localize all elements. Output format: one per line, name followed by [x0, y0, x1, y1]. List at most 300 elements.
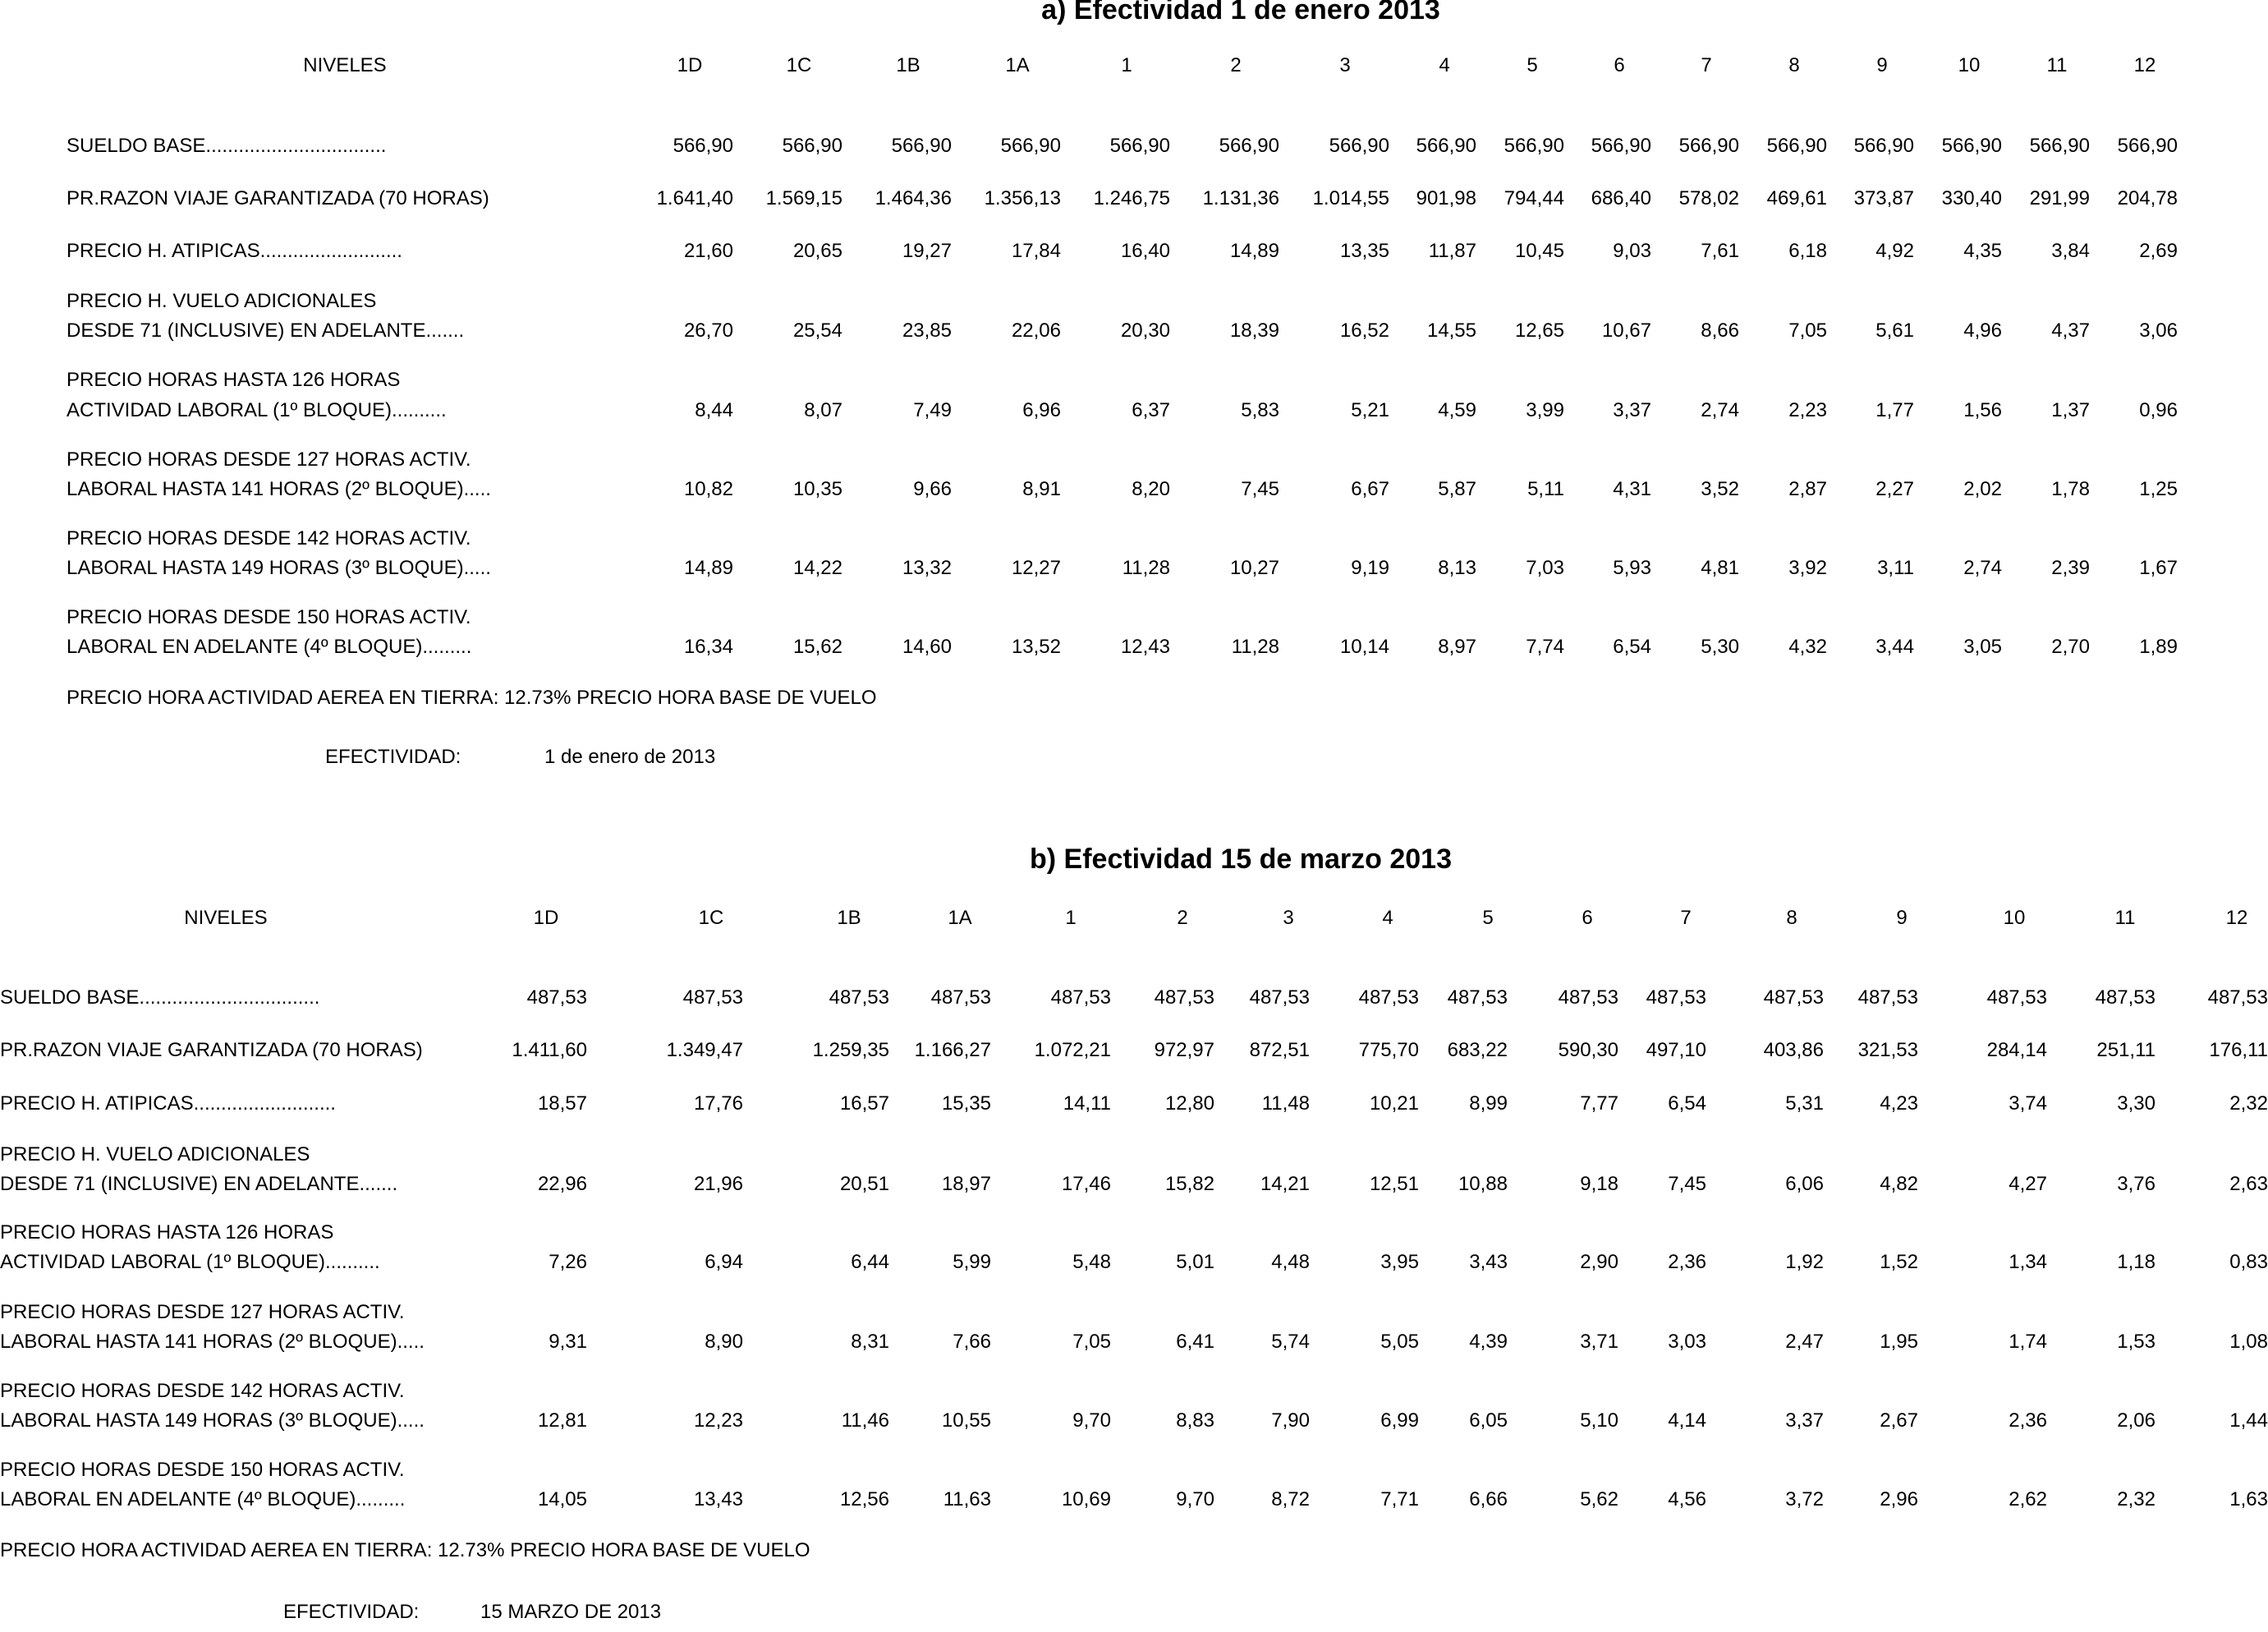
table-cell: 1,67	[2139, 557, 2178, 579]
table-cell: 10,21	[1369, 1092, 1419, 1115]
table-cell: 2,90	[1580, 1251, 1618, 1273]
table-cell: 2,67	[1880, 1409, 1918, 1432]
table-cell: 19,27	[902, 240, 952, 262]
table-cell: 8,72	[1271, 1488, 1310, 1510]
table-cell: 7,45	[1241, 478, 1279, 500]
table-cell: 487,53	[526, 986, 587, 1009]
table-cell: 469,61	[1766, 187, 1827, 209]
table-cell: 6,37	[1132, 399, 1170, 421]
table-cell: 1.464,36	[875, 187, 952, 209]
level-header-12: 12	[2133, 54, 2156, 76]
table-cell: 4,27	[2009, 1173, 2047, 1195]
table-cell: 10,14	[1339, 636, 1389, 658]
table-cell: 6,06	[1785, 1173, 1824, 1195]
table-cell: 4,23	[1880, 1092, 1918, 1115]
table-cell: 2,47	[1785, 1331, 1824, 1353]
table-cell: 4,92	[1875, 240, 1914, 262]
table-cell: 11,63	[943, 1488, 991, 1510]
row-label: PRECIO H. VUELO ADICIONALES	[67, 290, 377, 312]
table-cell: 487,53	[1857, 986, 1918, 1009]
table-cell: 11,28	[1122, 557, 1170, 579]
table-cell: 3,43	[1469, 1251, 1508, 1273]
table-cell: 17,84	[1011, 240, 1061, 262]
table-cell: 8,13	[1438, 557, 1476, 579]
row-label: LABORAL HASTA 141 HORAS (2º BLOQUE).....	[0, 1331, 425, 1353]
table-cell: 3,74	[2009, 1092, 2047, 1115]
table-cell: 566,90	[1678, 135, 1739, 157]
table-cell: 12,65	[1514, 320, 1564, 342]
table-cell: 8,31	[851, 1331, 889, 1353]
table-cell: 330,40	[1941, 187, 2002, 209]
table-cell: 487,53	[930, 986, 991, 1009]
table-cell: 1,53	[2117, 1331, 2156, 1353]
table-cell: 4,35	[1963, 240, 2002, 262]
table-cell: 487,53	[1358, 986, 1419, 1009]
table-cell: 176,11	[2209, 1039, 2268, 1061]
table-cell: 2,63	[2229, 1173, 2268, 1195]
table-cell: 204,78	[2117, 187, 2178, 209]
table-cell: 4,56	[1668, 1488, 1706, 1510]
table-cell: 6,54	[1613, 636, 1651, 658]
table-cell: 12,56	[839, 1488, 889, 1510]
table-cell: 5,93	[1613, 557, 1651, 579]
table-cell: 8,20	[1132, 478, 1170, 500]
table-cell: 18,57	[537, 1092, 587, 1115]
table-cell: 5,83	[1241, 399, 1279, 421]
table-cell: 6,94	[705, 1251, 743, 1273]
table-cell: 8,66	[1701, 320, 1739, 342]
row-label: PRECIO HORAS HASTA 126 HORAS	[67, 369, 401, 391]
table-cell: 3,92	[1788, 557, 1827, 579]
row-label: LABORAL EN ADELANTE (4º BLOQUE).........	[0, 1488, 406, 1510]
table-cell: 566,90	[1000, 135, 1061, 157]
table-cell: 5,31	[1785, 1092, 1824, 1115]
table-cell: 775,70	[1358, 1039, 1419, 1061]
table-cell: 5,48	[1072, 1251, 1111, 1273]
table-cell: 5,21	[1351, 399, 1389, 421]
table-cell: 1,52	[1880, 1251, 1918, 1273]
table-cell: 6,44	[851, 1251, 889, 1273]
level-header-11: 11	[2114, 907, 2136, 929]
table-cell: 7,61	[1701, 240, 1739, 262]
table-cell: 18,39	[1229, 320, 1279, 342]
table-cell: 3,06	[2139, 320, 2178, 342]
table-cell: 5,87	[1438, 478, 1476, 500]
table-cell: 566,90	[891, 135, 952, 157]
row-label: DESDE 71 (INCLUSIVE) EN ADELANTE.......	[0, 1173, 398, 1195]
table-cell: 2,62	[2009, 1488, 2047, 1510]
table-cell: 11,28	[1231, 636, 1279, 658]
table-cell: 872,51	[1249, 1039, 1310, 1061]
table-cell: 7,26	[549, 1251, 587, 1273]
level-header-3: 3	[1283, 907, 1294, 929]
table-cell: 6,18	[1788, 240, 1827, 262]
table-cell: 12,81	[537, 1409, 587, 1432]
table-cell: 487,53	[2095, 986, 2156, 1009]
table-cell: 566,90	[1504, 135, 1564, 157]
level-header-9: 9	[1896, 907, 1908, 929]
level-header-6: 6	[1582, 907, 1593, 929]
table-cell: 7,71	[1380, 1488, 1419, 1510]
table-cell: 12,51	[1369, 1173, 1419, 1195]
table-cell: 3,05	[1963, 636, 2002, 658]
table-cell: 7,45	[1668, 1173, 1706, 1195]
table-cell: 2,02	[1963, 478, 2002, 500]
table-cell: 3,03	[1668, 1331, 1706, 1353]
table-cell: 10,82	[683, 478, 733, 500]
row-label: PRECIO HORAS DESDE 142 HORAS ACTIV.	[0, 1380, 405, 1402]
table-cell: 6,96	[1022, 399, 1061, 421]
table-cell: 1.014,55	[1312, 187, 1389, 209]
table-cell: 2,74	[1701, 399, 1739, 421]
table-cell: 1.411,60	[512, 1039, 587, 1061]
table-cell: 1.569,15	[765, 187, 842, 209]
table-cell: 3,37	[1785, 1409, 1824, 1432]
table-cell: 4,31	[1613, 478, 1651, 500]
table-cell: 2,74	[1963, 557, 2002, 579]
table-cell: 13,43	[693, 1488, 743, 1510]
table-cell: 4,81	[1701, 557, 1739, 579]
table-cell: 11,46	[841, 1409, 889, 1432]
niveles-header: NIVELES	[303, 54, 387, 76]
table-cell: 1,63	[2229, 1488, 2268, 1510]
table-cell: 487,53	[682, 986, 743, 1009]
table-cell: 10,35	[792, 478, 842, 500]
table-cell: 4,82	[1880, 1173, 1918, 1195]
table-cell: 4,48	[1271, 1251, 1310, 1273]
table-cell: 2,70	[2051, 636, 2090, 658]
table-cell: 291,99	[2029, 187, 2090, 209]
table-cell: 8,97	[1438, 636, 1476, 658]
table-cell: 3,44	[1875, 636, 1914, 658]
table-cell: 901,98	[1416, 187, 1476, 209]
table-cell: 10,45	[1514, 240, 1564, 262]
level-header-12: 12	[2225, 907, 2248, 929]
table-cell: 7,03	[1526, 557, 1564, 579]
level-header-5: 5	[1482, 907, 1494, 929]
table-cell: 251,11	[2096, 1039, 2156, 1061]
level-header-4: 4	[1382, 907, 1393, 929]
efectividad-label: EFECTIVIDAD:	[325, 746, 461, 768]
table-cell: 2,06	[2117, 1409, 2156, 1432]
table-cell: 14,89	[1229, 240, 1279, 262]
table-cell: 14,60	[902, 636, 952, 658]
table-cell: 3,84	[2051, 240, 2090, 262]
table-cell: 487,53	[1558, 986, 1618, 1009]
level-header-7: 7	[1680, 907, 1692, 929]
level-header-7: 7	[1701, 54, 1712, 76]
table-cell: 497,10	[1646, 1039, 1706, 1061]
section-b-title: b) Efectividad 15 de marzo 2013	[1030, 844, 1452, 875]
table-cell: 5,62	[1580, 1488, 1618, 1510]
table-cell: 8,07	[804, 399, 842, 421]
table-cell: 1,18	[2117, 1251, 2156, 1273]
table-cell: 1,25	[2139, 478, 2178, 500]
table-cell: 403,86	[1763, 1039, 1824, 1061]
table-cell: 5,11	[1527, 478, 1564, 500]
table-cell: 6,05	[1469, 1409, 1508, 1432]
table-cell: 6,67	[1351, 478, 1389, 500]
table-cell: 9,18	[1580, 1173, 1618, 1195]
table-cell: 794,44	[1504, 187, 1564, 209]
table-cell: 16,34	[683, 636, 733, 658]
table-cell: 566,90	[1329, 135, 1389, 157]
level-header-10: 10	[2003, 907, 2026, 929]
table-cell: 14,22	[792, 557, 842, 579]
level-header-1C: 1C	[698, 907, 724, 929]
table-cell: 321,53	[1857, 1039, 1918, 1061]
level-header-5: 5	[1527, 54, 1538, 76]
table-cell: 1,77	[1875, 399, 1914, 421]
table-cell: 2,87	[1788, 478, 1827, 500]
table-cell: 1,56	[1963, 399, 2002, 421]
row-label: SUELDO BASE.................................	[67, 135, 387, 157]
table-cell: 9,70	[1072, 1409, 1111, 1432]
table-cell: 2,23	[1788, 399, 1827, 421]
table-cell: 686,40	[1591, 187, 1651, 209]
table-cell: 13,32	[902, 557, 952, 579]
table-cell: 6,41	[1176, 1331, 1214, 1353]
table-cell: 1.246,75	[1093, 187, 1170, 209]
table-cell: 487,53	[1986, 986, 2047, 1009]
table-cell: 1.641,40	[656, 187, 733, 209]
niveles-header: NIVELES	[184, 907, 268, 929]
table-cell: 1.131,36	[1202, 187, 1279, 209]
table-cell: 1,92	[1785, 1251, 1824, 1273]
level-header-8: 8	[1788, 54, 1800, 76]
row-label: PR.RAZON VIAJE GARANTIZADA (70 HORAS)	[67, 187, 489, 209]
row-label: ACTIVIDAD LABORAL (1º BLOQUE)..........	[0, 1251, 380, 1273]
table-cell: 18,97	[941, 1173, 991, 1195]
level-header-1A: 1A	[948, 907, 972, 929]
table-cell: 11,87	[1428, 240, 1476, 262]
table-cell: 1,37	[2051, 399, 2090, 421]
row-label: PRECIO HORAS DESDE 142 HORAS ACTIV.	[67, 527, 471, 549]
table-cell: 20,65	[792, 240, 842, 262]
table-cell: 7,66	[953, 1331, 991, 1353]
table-cell: 1,34	[2009, 1251, 2047, 1273]
level-header-1C: 1C	[786, 54, 812, 76]
row-label: PRECIO HORAS HASTA 126 HORAS	[0, 1221, 334, 1244]
efectividad-label: EFECTIVIDAD:	[283, 1601, 420, 1623]
table-cell: 4,14	[1668, 1409, 1706, 1432]
table-cell: 9,70	[1176, 1488, 1214, 1510]
level-header-2: 2	[1230, 54, 1242, 76]
row-label: DESDE 71 (INCLUSIVE) EN ADELANTE.......	[67, 320, 465, 342]
table-cell: 0,96	[2139, 399, 2178, 421]
table-cell: 683,22	[1447, 1039, 1508, 1061]
table-cell: 3,30	[2117, 1092, 2156, 1115]
row-label: PRECIO H. ATIPICAS..........................	[67, 240, 402, 262]
level-header-1: 1	[1065, 907, 1077, 929]
level-header-1: 1	[1121, 54, 1132, 76]
table-cell: 7,77	[1580, 1092, 1618, 1115]
level-header-6: 6	[1614, 54, 1625, 76]
table-cell: 578,02	[1678, 187, 1739, 209]
table-cell: 3,37	[1613, 399, 1651, 421]
table-cell: 5,10	[1580, 1409, 1618, 1432]
table-cell: 2,27	[1875, 478, 1914, 500]
table-cell: 566,90	[1416, 135, 1476, 157]
table-cell: 566,90	[2029, 135, 2090, 157]
table-cell: 566,90	[1109, 135, 1170, 157]
table-cell: 3,52	[1701, 478, 1739, 500]
table-cell: 9,19	[1351, 557, 1389, 579]
ground-activity-note: PRECIO HORA ACTIVIDAD AEREA EN TIERRA: 12.73% PRECIO HORA BASE DE VUELO	[0, 1539, 810, 1561]
table-cell: 5,01	[1176, 1251, 1214, 1273]
table-cell: 4,96	[1963, 320, 2002, 342]
table-cell: 26,70	[683, 320, 733, 342]
table-cell: 1,74	[2009, 1331, 2047, 1353]
table-cell: 16,57	[839, 1092, 889, 1115]
table-cell: 487,53	[1154, 986, 1214, 1009]
table-cell: 3,72	[1785, 1488, 1824, 1510]
table-cell: 2,39	[2051, 557, 2090, 579]
table-cell: 566,90	[1853, 135, 1914, 157]
table-cell: 22,96	[537, 1173, 587, 1195]
table-cell: 4,59	[1438, 399, 1476, 421]
table-cell: 2,32	[2117, 1488, 2156, 1510]
row-label: PRECIO HORAS DESDE 150 HORAS ACTIV.	[0, 1459, 405, 1481]
table-cell: 15,62	[792, 636, 842, 658]
table-cell: 5,99	[953, 1251, 991, 1273]
table-cell: 566,90	[1591, 135, 1651, 157]
table-cell: 6,66	[1469, 1488, 1508, 1510]
table-cell: 0,83	[2229, 1251, 2268, 1273]
table-cell: 9,03	[1613, 240, 1651, 262]
table-cell: 8,90	[705, 1331, 743, 1353]
table-cell: 10,69	[1061, 1488, 1111, 1510]
table-cell: 566,90	[1941, 135, 2002, 157]
table-cell: 284,14	[1986, 1039, 2047, 1061]
table-cell: 4,37	[2051, 320, 2090, 342]
table-cell: 3,11	[1877, 557, 1914, 579]
table-cell: 8,83	[1176, 1409, 1214, 1432]
table-cell: 566,90	[673, 135, 733, 157]
table-cell: 14,05	[537, 1488, 587, 1510]
table-cell: 487,53	[1249, 986, 1310, 1009]
table-cell: 14,89	[683, 557, 733, 579]
table-cell: 1.072,21	[1034, 1039, 1111, 1061]
table-cell: 3,76	[2117, 1173, 2156, 1195]
table-cell: 16,40	[1120, 240, 1170, 262]
level-header-1B: 1B	[896, 54, 921, 76]
table-cell: 7,90	[1271, 1409, 1310, 1432]
table-cell: 6,99	[1380, 1409, 1419, 1432]
level-header-3: 3	[1339, 54, 1351, 76]
table-cell: 10,27	[1229, 557, 1279, 579]
table-cell: 2,69	[2139, 240, 2178, 262]
table-cell: 10,55	[941, 1409, 991, 1432]
table-cell: 1.349,47	[666, 1039, 743, 1061]
table-cell: 12,27	[1011, 557, 1061, 579]
level-header-1B: 1B	[837, 907, 861, 929]
row-label: PR.RAZON VIAJE GARANTIZADA (70 HORAS)	[0, 1039, 423, 1061]
row-label: ACTIVIDAD LABORAL (1º BLOQUE)..........	[67, 399, 447, 421]
table-cell: 10,88	[1458, 1173, 1508, 1195]
table-cell: 13,52	[1011, 636, 1061, 658]
table-cell: 1.259,35	[812, 1039, 889, 1061]
table-cell: 10,67	[1601, 320, 1651, 342]
table-cell: 9,66	[913, 478, 952, 500]
row-label: SUELDO BASE.................................	[0, 986, 320, 1009]
table-cell: 1.356,13	[984, 187, 1061, 209]
table-cell: 23,85	[902, 320, 952, 342]
table-cell: 487,53	[1447, 986, 1508, 1009]
table-cell: 487,53	[1646, 986, 1706, 1009]
level-header-1D: 1D	[677, 54, 703, 76]
table-cell: 12,80	[1164, 1092, 1214, 1115]
row-label: LABORAL HASTA 149 HORAS (3º BLOQUE).....	[0, 1409, 425, 1432]
table-cell: 590,30	[1558, 1039, 1618, 1061]
level-header-1A: 1A	[1005, 54, 1030, 76]
efectividad-date: 1 de enero de 2013	[544, 746, 716, 768]
table-cell: 8,91	[1022, 478, 1061, 500]
level-header-1D: 1D	[533, 907, 559, 929]
table-cell: 17,76	[693, 1092, 743, 1115]
row-label: LABORAL HASTA 141 HORAS (2º BLOQUE).....	[67, 478, 491, 500]
table-cell: 21,96	[693, 1173, 743, 1195]
table-cell: 1,44	[2229, 1409, 2268, 1432]
table-cell: 14,55	[1426, 320, 1476, 342]
table-cell: 3,71	[1580, 1331, 1618, 1353]
row-label: PRECIO H. ATIPICAS..........................	[0, 1092, 336, 1115]
table-cell: 7,74	[1526, 636, 1564, 658]
table-cell: 1,95	[1880, 1331, 1918, 1353]
table-cell: 373,87	[1853, 187, 1914, 209]
level-header-10: 10	[1958, 54, 1981, 76]
table-cell: 8,44	[695, 399, 733, 421]
table-cell: 2,36	[2009, 1409, 2047, 1432]
level-header-2: 2	[1177, 907, 1188, 929]
table-cell: 972,97	[1154, 1039, 1214, 1061]
table-cell: 16,52	[1339, 320, 1389, 342]
row-label: LABORAL EN ADELANTE (4º BLOQUE).........	[67, 636, 472, 658]
table-cell: 487,53	[2207, 986, 2268, 1009]
table-cell: 3,99	[1526, 399, 1564, 421]
row-label: PRECIO HORAS DESDE 127 HORAS ACTIV.	[0, 1301, 405, 1323]
row-label: PRECIO HORAS DESDE 150 HORAS ACTIV.	[67, 606, 471, 628]
table-cell: 1,78	[2051, 478, 2090, 500]
table-cell: 7,49	[913, 399, 952, 421]
table-cell: 487,53	[829, 986, 889, 1009]
table-cell: 14,21	[1260, 1173, 1310, 1195]
level-header-11: 11	[2046, 54, 2068, 76]
row-label: PRECIO HORAS DESDE 127 HORAS ACTIV.	[67, 448, 471, 471]
table-cell: 4,32	[1788, 636, 1827, 658]
table-cell: 566,90	[782, 135, 842, 157]
table-cell: 8,99	[1469, 1092, 1508, 1115]
table-cell: 2,36	[1668, 1251, 1706, 1273]
table-cell: 2,96	[1880, 1488, 1918, 1510]
row-label: LABORAL HASTA 149 HORAS (3º BLOQUE).....	[67, 557, 491, 579]
table-cell: 21,60	[683, 240, 733, 262]
table-cell: 20,51	[839, 1173, 889, 1195]
table-cell: 25,54	[792, 320, 842, 342]
table-cell: 1.166,27	[914, 1039, 991, 1061]
table-cell: 4,39	[1469, 1331, 1508, 1353]
table-cell: 2,32	[2229, 1092, 2268, 1115]
table-cell: 5,05	[1380, 1331, 1419, 1353]
table-cell: 566,90	[1219, 135, 1279, 157]
row-label: PRECIO H. VUELO ADICIONALES	[0, 1143, 310, 1165]
table-cell: 15,82	[1164, 1173, 1214, 1195]
table-cell: 1,89	[2139, 636, 2178, 658]
table-cell: 17,46	[1061, 1173, 1111, 1195]
table-cell: 487,53	[1050, 986, 1111, 1009]
efectividad-date: 15 MARZO DE 2013	[480, 1601, 662, 1623]
table-cell: 7,05	[1072, 1331, 1111, 1353]
